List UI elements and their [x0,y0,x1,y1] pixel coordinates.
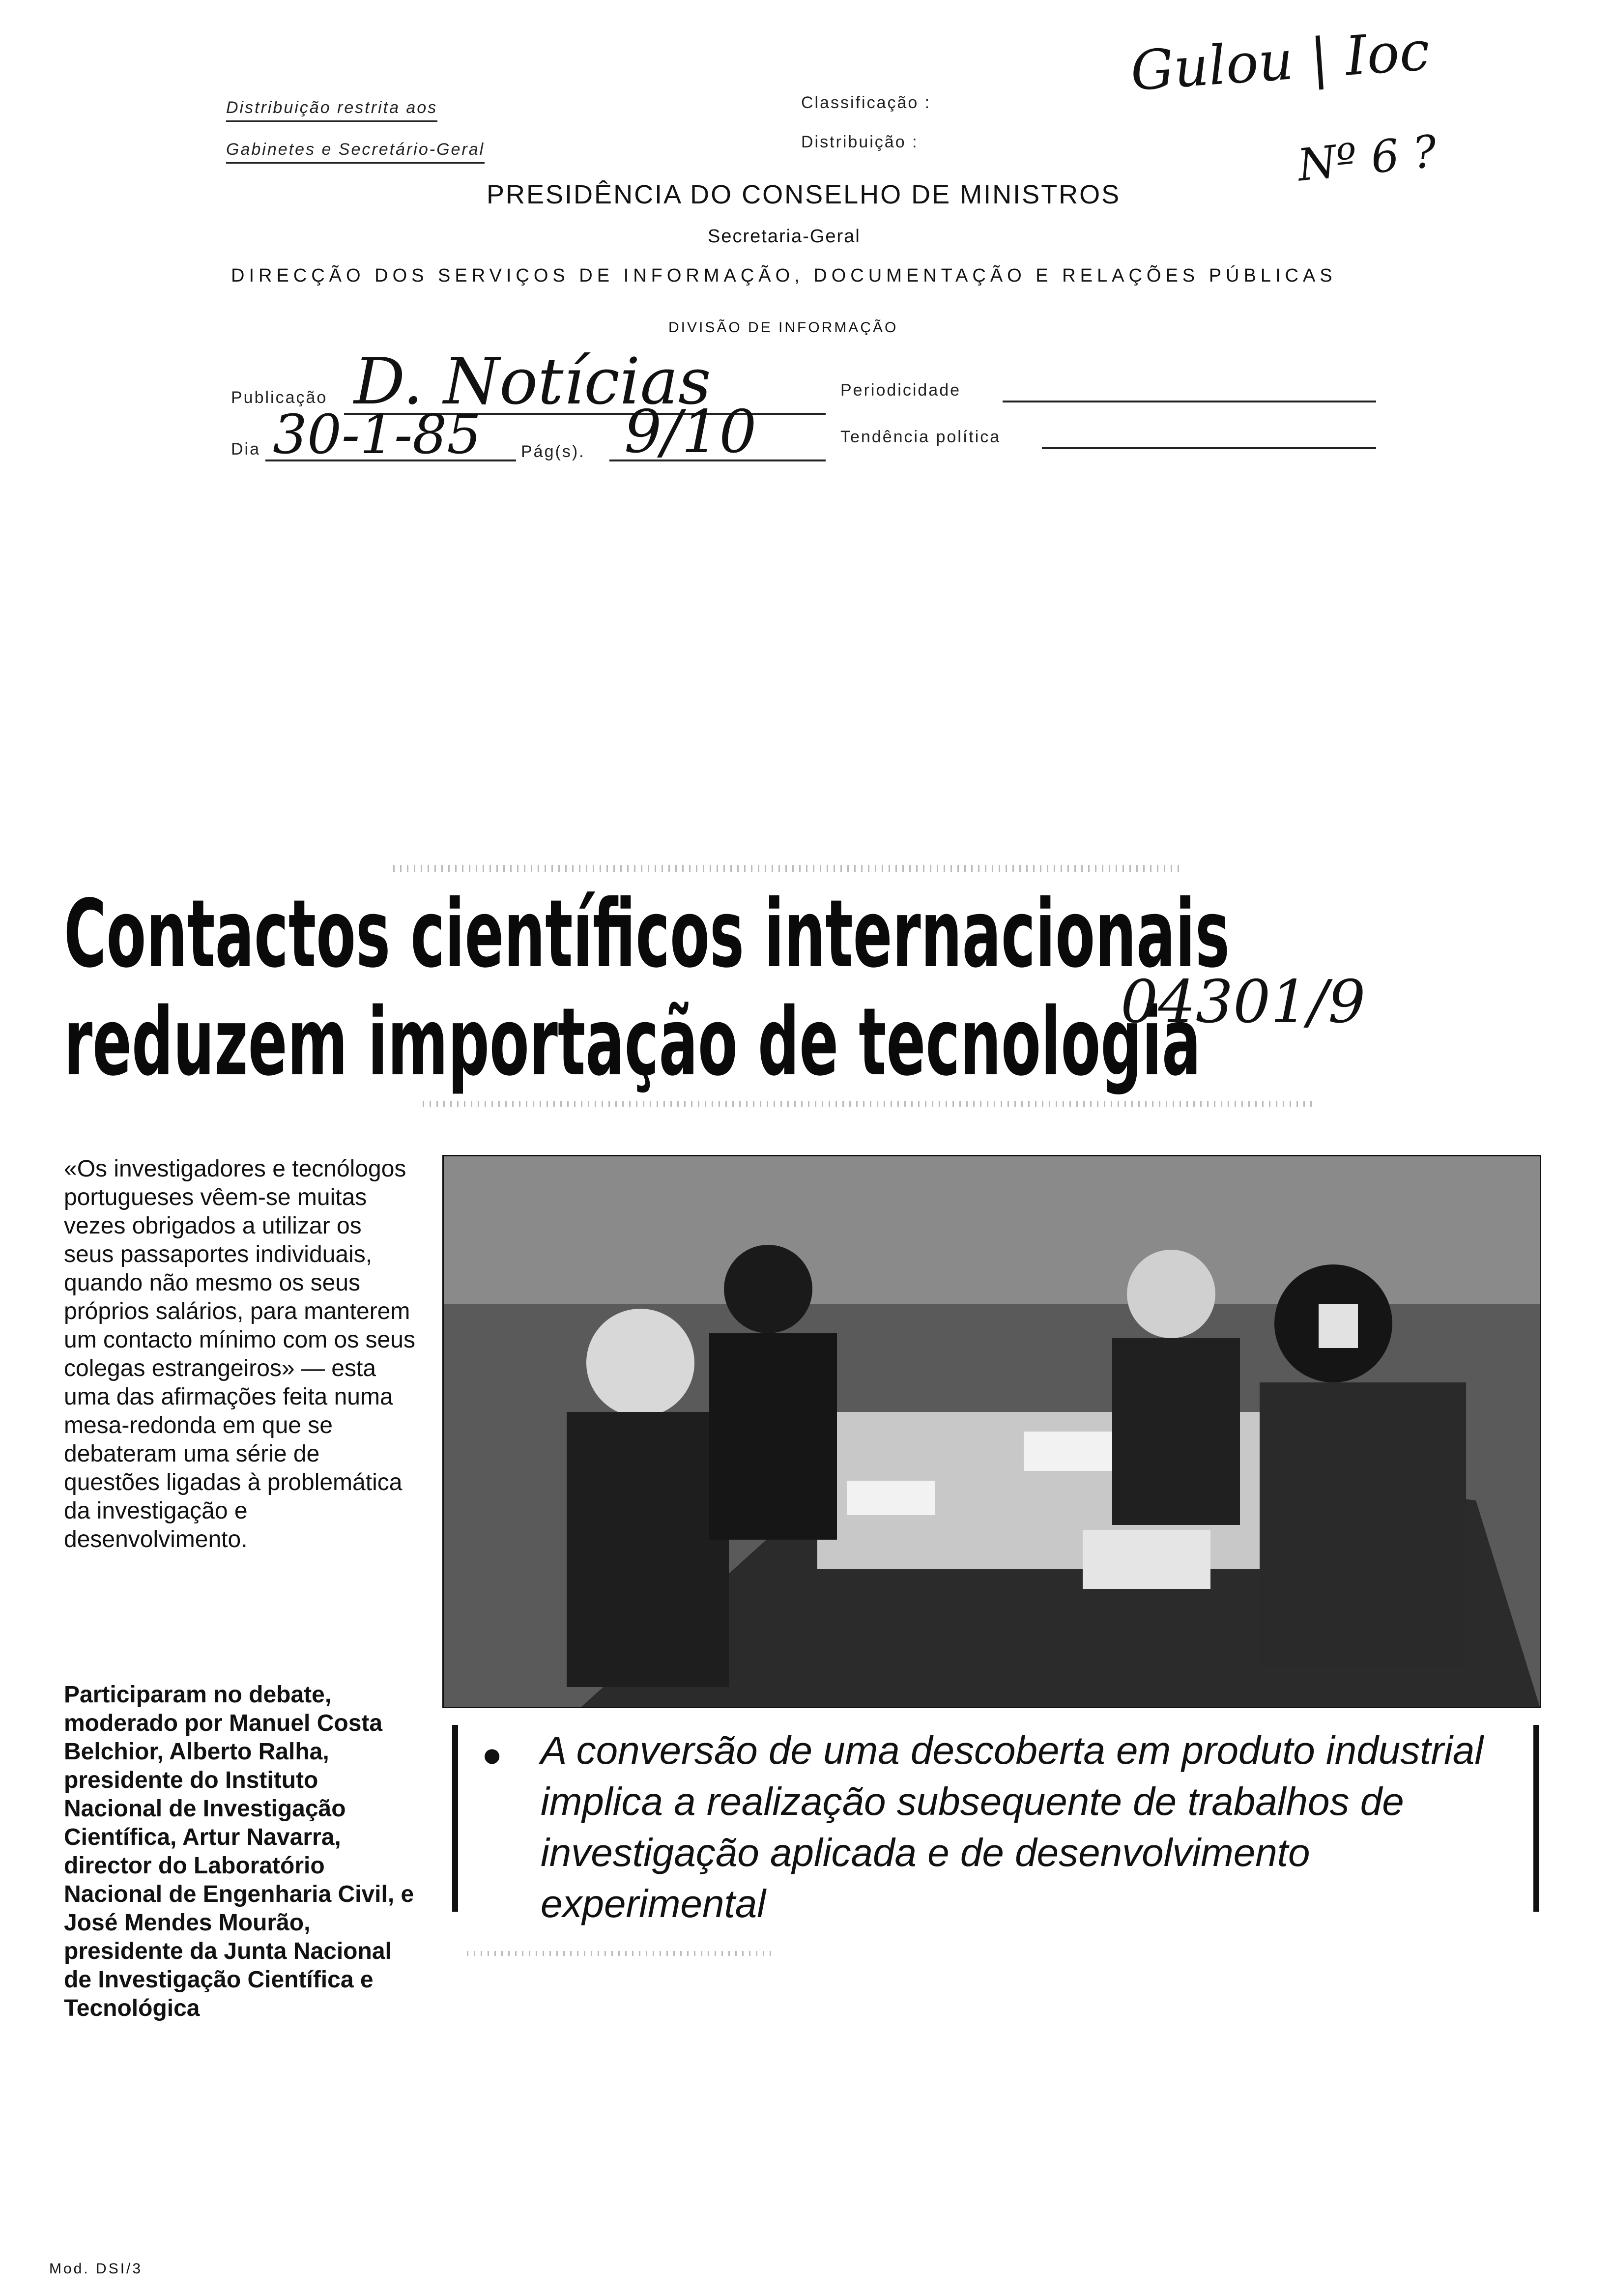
tendency-label: Tendência política [840,428,1001,446]
restricted-distribution-line1: Distribuição restrita aos [226,98,437,122]
print-noise [467,1951,772,1956]
periodicity-label: Periodicidade [840,381,961,400]
handwritten-reference: 04301/9 [1121,968,1366,1036]
classification-label: Classificação : [801,93,931,112]
photo-caption: A conversão de uma descoberta em produto industrial implica a realização subsequente de trabalhos de investigação aplicada e de desenvolvimento experimental [541,1728,1484,1925]
pages-value: 9/10 [624,398,757,466]
division-title: DIVISÃO DE INFORMAÇÃO [668,319,898,336]
directorate-title: DIRECÇÃO DOS SERVIÇOS DE INFORMAÇÃO, DOCUMENTAÇÃO E RELAÇÕES PÚBLICAS [231,265,1337,286]
periodicity-underline [1003,381,1376,402]
article-participants-paragraph: Participaram no debate, moderado por Manuel Costa Belchior, Alberto Ralha, presidente do Instituto Nacional de Investigação Científica, Artur Navarra, director do Laboratório Nacional de Engenharia Civil, e José Mendes Mourão, presidente da Junta Nacional de Investigação Científica e Tecnológica [64,1682,414,2021]
caption-bullet: ● [482,1735,503,1774]
form-model-number: Mod. DSI/3 [49,2261,143,2277]
restricted-distribution-line2: Gabinetes e Secretário-Geral [226,140,485,164]
article-photo [442,1155,1541,1708]
headline-line2: reduzem importação de tecnologia [64,988,1201,1096]
institution-title: PRESIDÊNCIA DO CONSELHO DE MINISTROS [487,180,1121,209]
pages-label: Pág(s). [521,442,585,461]
handwritten-annotation-number: Nº 6 ? [1295,125,1439,192]
tendency-underline [1042,428,1376,449]
distribution-label: Distribuição : [801,133,919,151]
headline-line1: Contactos científicos internacionais [64,880,1230,988]
secretariat-title: Secretaria-Geral [708,226,861,247]
handwritten-annotation-top: Gulou | Ioc [1128,19,1432,103]
print-noise [393,865,1180,872]
photo-scene-illustration [444,1156,1540,1707]
publication-label: Publicação [231,388,328,407]
publication-value: D. Notícias [354,344,711,419]
article-lead-paragraph: «Os investigadores e tecnólogos portugueses vêem-se muitas vezes obrigados a utilizar os seus passaportes individuais, quando não mesmo os seus próprios salários, para manterem um contacto mínimo com os seus colegas estrangeiros» — esta uma das afirmações feita numa mesa-redonda em que se debateram uma série de questões ligadas à problemática da investigação e desenvolvimento. [64,1156,415,1552]
caption-right-rule [1533,1725,1539,1912]
day-value: 30-1-85 [273,403,482,466]
caption-left-rule [452,1725,458,1912]
day-label: Dia [231,440,261,459]
print-noise [423,1101,1317,1107]
